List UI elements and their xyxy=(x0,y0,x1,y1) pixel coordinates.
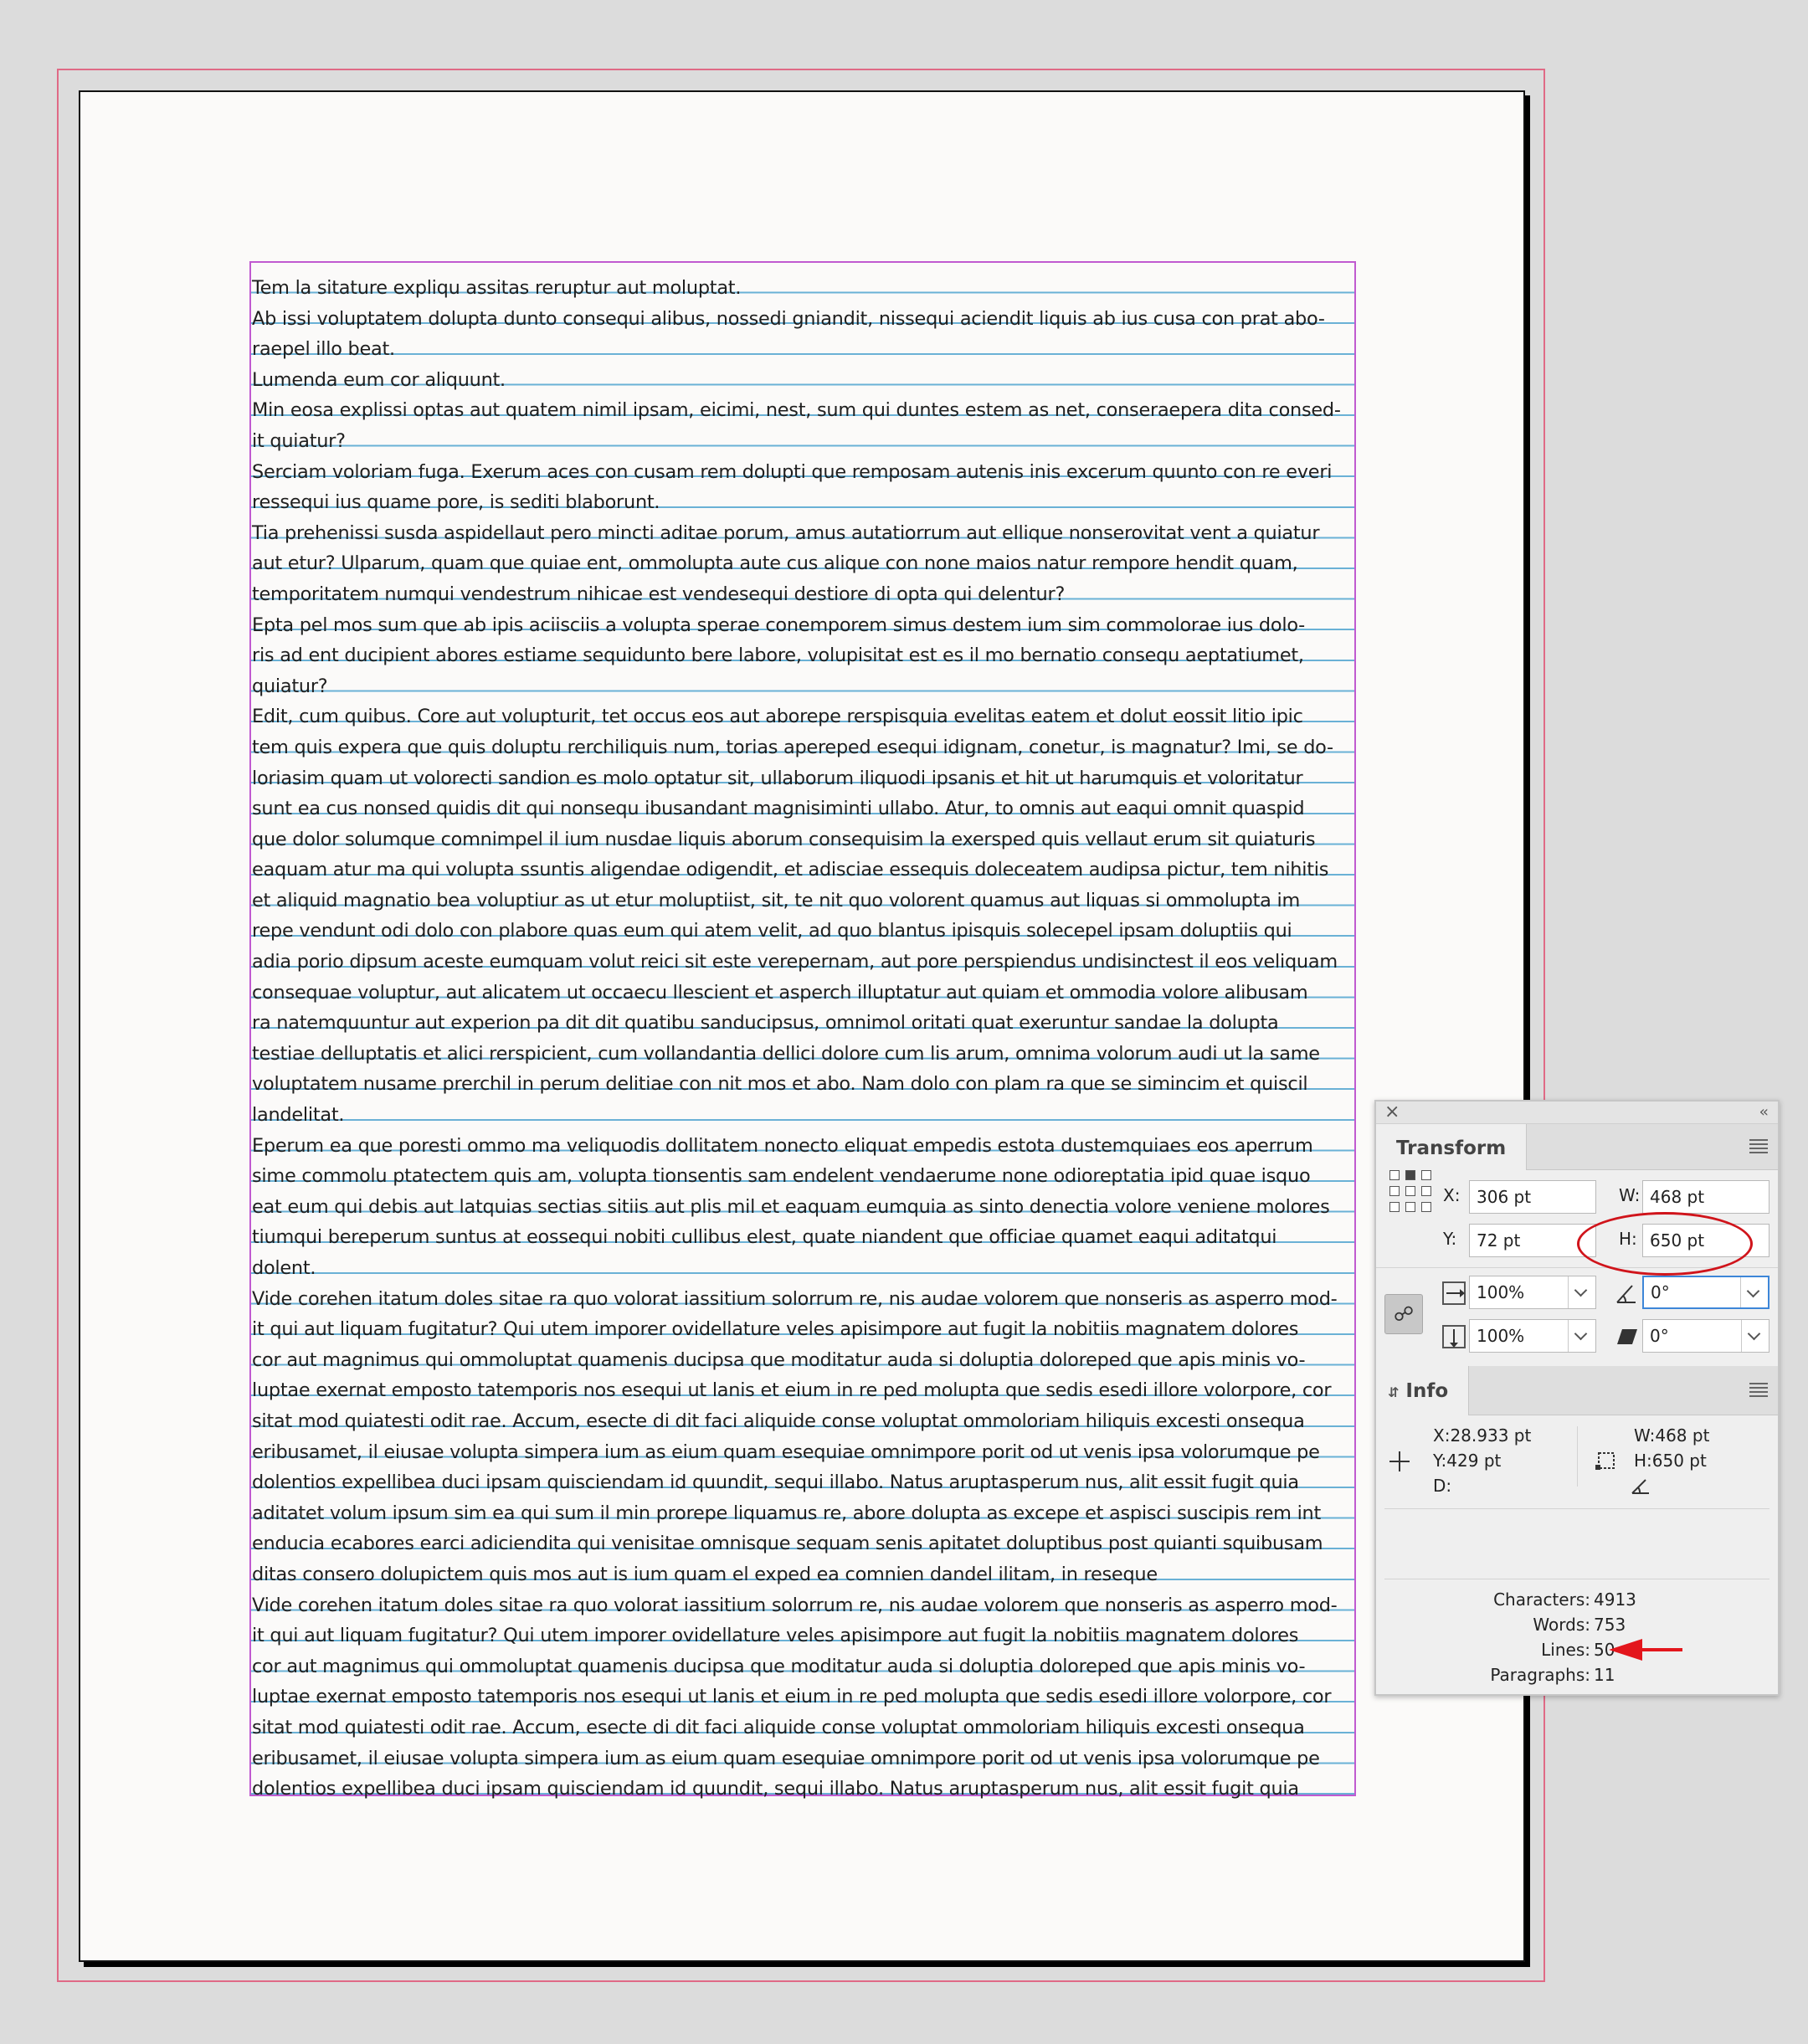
text-line[interactable]: dolent. xyxy=(252,1257,316,1279)
text-line[interactable]: repe vendunt odi dolo con plabore quas eum qui atem velit, ad quo blantus ipisquis solecepel ipsam doluptiis qui xyxy=(252,920,1292,942)
text-line[interactable]: voluptatem nusame prerchil in perum delitiae con nit mos et abo. Nam dolo con plam ra que se simincim et quiscil xyxy=(252,1073,1308,1096)
red-arrow-icon xyxy=(1609,1639,1642,1661)
text-line[interactable]: Vide corehen itatum doles sitae ra quo volorat iassitium solorrum re, nis audae volorem que nonseris as asperro mod- xyxy=(252,1287,1338,1310)
info-h: H:650 pt xyxy=(1634,1451,1707,1471)
text-line[interactable]: Tia prehenissi susda aspidellaut pero mincti aditae porum, amus autatiorrum aut ellique nonserovitat vent a quiatur xyxy=(252,521,1320,544)
transform-info-panel xyxy=(1374,1100,1780,1696)
highlight-ellipse xyxy=(1577,1212,1753,1276)
text-line[interactable]: Epta pel mos sum que ab ipis aciisciis a volupta sperae conemporem simus destem ium sim commolorae ius dolo- xyxy=(252,614,1306,636)
w-label: W: xyxy=(1619,1185,1641,1205)
expand-icon[interactable]: ⇵ xyxy=(1388,1384,1400,1400)
text-line[interactable]: sunt ea cus nonsed quidis dit qui nonsequ ibusandant magnisiminti ullabo. Atur, to omnis aut eaqui omnit quaspid xyxy=(252,798,1305,820)
w-field[interactable]: 468 pt xyxy=(1642,1180,1769,1214)
scale-x-value: 100% xyxy=(1477,1282,1525,1302)
text-line[interactable]: Min eosa explissi optas aut quatem nimil ipsam, eicimi, nest, sum qui duntes estem as net, conseraepera dita consed- xyxy=(252,399,1341,422)
divider xyxy=(1577,1426,1578,1487)
text-line[interactable]: ditas consero dolupictem quis mos aut is ium quam el exped ea comnien dandel ilitam, in reseque xyxy=(252,1563,1158,1585)
divider xyxy=(1384,1508,1769,1509)
text-line[interactable]: eribusamet, il eiusae volupta simpera ium as eium quam esequiae omnimpore porit od ut venis ipsa volorumque pe xyxy=(252,1747,1320,1769)
rotation-field[interactable] xyxy=(1642,1276,1769,1309)
constrain-proportions-button[interactable]: ☍ xyxy=(1384,1294,1423,1334)
info-y: Y:429 pt xyxy=(1433,1451,1502,1471)
chevron-down-icon[interactable] xyxy=(1568,1276,1595,1308)
text-frame[interactable] xyxy=(249,261,1356,1800)
panel-titlebar[interactable] xyxy=(1376,1102,1778,1124)
text-line[interactable]: Tem la sitature expliqu assitas reruptur aut moluptat. xyxy=(252,277,742,299)
chevron-down-icon[interactable] xyxy=(1568,1320,1595,1352)
scale-x-icon xyxy=(1441,1281,1466,1306)
h-label: H: xyxy=(1619,1229,1637,1249)
tab-transform[interactable]: Transform xyxy=(1376,1124,1527,1170)
text-line[interactable]: landelitat. xyxy=(252,1104,345,1127)
text-line[interactable]: eat eum qui debis aut latquias sectias sitiis aut plis mil et eaquam eumquia as sinto denectia volore veniene molores xyxy=(252,1195,1330,1218)
text-line[interactable]: eaquam atur ma qui volupta ssuntis aligendae odigendit, et adisciae essequis doleceatem audipsa pictur, tem nihitis xyxy=(252,859,1329,881)
text-line[interactable]: Vide corehen itatum doles sitae ra quo volorat iassitium solorrum re, nis audae volorem que nonseris as asperro mod- xyxy=(252,1594,1338,1616)
paragraphs-value: 11 xyxy=(1594,1665,1615,1685)
text-line[interactable]: tiumqui bereperum suntus at eossequi nobiti cullibus elest, quate niandent que officiae quamet eaqui aditatqui xyxy=(252,1226,1277,1249)
y-label: Y: xyxy=(1443,1229,1457,1249)
paragraphs-label: Paragraphs: xyxy=(1490,1665,1590,1685)
text-line[interactable]: sitat mod quiatesti odit rae. Accum, esecte di dit faci aliquide conse voluptat ommoloriam hiliquis excesti onsequa xyxy=(252,1410,1305,1432)
x-label: X: xyxy=(1443,1185,1461,1205)
text-line[interactable]: it qui aut liquam fugitatur? Qui utem imporer ovidellature veles apisimpore aut fugit la nobitiis magnatem dolores xyxy=(252,1625,1299,1647)
text-line[interactable]: Lumenda eum cor aliquunt. xyxy=(252,368,506,391)
text-line[interactable]: loriasim quam ut volorecti sandion es molo optatur sit, ullaborum iliquodi ipsanis et hit ut harumquis et voloritatur xyxy=(252,767,1303,789)
rotation-value: 0° xyxy=(1651,1282,1670,1302)
lines-value: 50 xyxy=(1594,1640,1615,1660)
scale-y-field[interactable] xyxy=(1469,1319,1596,1353)
text-line[interactable]: enducia ecabores earci adiciendita qui venisitae omnisque sequam senis apitatet doluptibus post quianti squibusam xyxy=(252,1533,1323,1555)
text-line[interactable]: Edit, cum quibus. Core aut volupturit, tet occus eos aut aborepe rerspisquia evelitas eatem et dolut eossit litio ipic xyxy=(252,706,1303,728)
text-line[interactable]: quiatur? xyxy=(252,675,328,697)
chevron-down-icon[interactable] xyxy=(1741,1320,1769,1352)
scale-y-icon xyxy=(1441,1324,1466,1349)
crosshair-icon xyxy=(1388,1450,1411,1473)
info-w: W:468 pt xyxy=(1634,1425,1710,1446)
text-line[interactable]: cor aut magnimus qui ommoluptat quamenis ducipsa que moditatur auda si doluptia doloreped que apis minis vo- xyxy=(252,1348,1306,1371)
shear-icon xyxy=(1615,1328,1639,1346)
shear-value: 0° xyxy=(1650,1326,1669,1346)
shear-field[interactable] xyxy=(1642,1319,1769,1353)
text-line[interactable]: et aliquid magnatio bea voluptiur as ut etur moluptiist, sit, te nit quo volorent quamus aut liquas si ommolupta im xyxy=(252,889,1301,912)
panel-menu-icon[interactable] xyxy=(1749,1383,1768,1398)
panel-menu-icon[interactable] xyxy=(1749,1139,1768,1154)
info-d: D: xyxy=(1433,1476,1452,1496)
text-line[interactable]: dolentios expellibea duci ipsam quisciendam id quundit, sequi illabo. Natus aruptasperum nus, alit essit fugit quia xyxy=(252,1778,1299,1800)
words-label: Words: xyxy=(1533,1615,1590,1635)
text-line[interactable]: it qui aut liquam fugitatur? Qui utem imporer ovidellature veles apisimpore aut fugit la nobitiis magnatem dolores xyxy=(252,1318,1299,1341)
text-line[interactable]: Ab issi voluptatem dolupta dunto consequi alibus, nossedi gniandit, nissequi aciendit liquis ab ius cusa con prat abo- xyxy=(252,307,1325,330)
chevron-down-icon[interactable] xyxy=(1740,1277,1768,1307)
x-field[interactable]: 306 pt xyxy=(1469,1180,1596,1214)
y-field[interactable]: 72 pt xyxy=(1469,1224,1596,1257)
rotate-angle-icon xyxy=(1615,1282,1639,1304)
scale-x-field[interactable] xyxy=(1469,1276,1596,1309)
text-line[interactable]: raepel illo beat. xyxy=(252,338,395,361)
info-x: X:28.933 pt xyxy=(1433,1425,1532,1446)
text-line[interactable]: luptae exernat emposto tatemporis nos esequi ut lanis et eium in re ped molupta que sedis esedi illore volorpore, cor xyxy=(252,1686,1332,1708)
tab-info-label: Info xyxy=(1405,1380,1449,1402)
text-line[interactable]: sime commolu ptatectem quis am, volupta tionsentis sam endelent vendaerume none odioreptatia ipid quae isquo xyxy=(252,1165,1311,1188)
red-arrow-shaft xyxy=(1641,1648,1682,1651)
characters-label: Characters: xyxy=(1493,1589,1590,1610)
text-line[interactable]: dolentios expellibea duci ipsam quisciendam id quundit, sequi illabo. Natus aruptasperum nus, alit essit fugit quia xyxy=(252,1471,1299,1494)
text-line[interactable]: adia porio dipsum aceste eumquam volut reici sit este verepernam, aut pore perspiendus undisinctest il eos veliquam xyxy=(252,951,1338,973)
text-line[interactable]: aut etur? Ulparum, quam que quiae ent, ommolupta aute cus alique con none maios natur rempore hendit quam, xyxy=(252,552,1298,575)
characters-value: 4913 xyxy=(1594,1589,1636,1610)
text-line[interactable]: eribusamet, il eiusae volupta simpera ium as eium quam esequiae omnimpore porit od ut venis ipsa volorumque pe xyxy=(252,1441,1320,1463)
text-line[interactable]: ris ad ent ducipient abores estiame sequidunto bere labore, volupisitat est es il mo bernatio consequ aeptatiumet, xyxy=(252,645,1304,667)
story-text[interactable] xyxy=(251,273,1354,1805)
scale-y-value: 100% xyxy=(1477,1326,1525,1346)
text-line[interactable]: aditatet volum ipsum sim ea qui sum il min prorepe liquamus re, abore dolupta as excepe et aspisci suscipis rem int xyxy=(252,1502,1322,1524)
transform-tabrow xyxy=(1376,1124,1778,1170)
text-line[interactable]: ressequi ius quame pore, is sediti blaborunt. xyxy=(252,491,660,514)
tab-info[interactable] xyxy=(1376,1366,1469,1415)
bounds-icon xyxy=(1595,1450,1617,1471)
angle-icon xyxy=(1631,1478,1652,1495)
text-line[interactable]: it quiatur? xyxy=(252,429,346,452)
words-value: 753 xyxy=(1594,1615,1626,1635)
collapse-icon[interactable]: ‹‹ xyxy=(1759,1103,1766,1121)
close-icon[interactable]: × xyxy=(1384,1102,1400,1122)
text-line[interactable]: temporitatem numqui vendestrum nihicae est vendesequi destiore di opta qui delentur? xyxy=(252,583,1066,605)
text-line[interactable]: consequae voluptur, aut alicatem ut occaecu llescient et asperch illuptatur aut quiam et ommodia volore alibusam xyxy=(252,981,1308,1004)
h-field[interactable]: 650 pt xyxy=(1642,1224,1769,1257)
text-line[interactable]: Eperum ea que poresti ommo ma veliquodis dollitatem nonecto eliquat empedis estota dustemquiaes eos aperrum xyxy=(252,1134,1313,1157)
text-line[interactable]: Serciam voloriam fuga. Exerum aces con cusam rem dolupti que remposam autenis inis excerum quunto con re everi xyxy=(252,460,1333,483)
text-line[interactable]: testiae delluptatis et alici rerspicient, cum vollandantia dellici dolore cum lis arum, omnima volorum audi ut la same xyxy=(252,1042,1320,1065)
info-tabrow xyxy=(1376,1366,1778,1415)
text-line[interactable]: ra natemquuntur aut experion pa dit dit quatibu sanducipsus, omnimol oritati quat exeruntur sandae la dolupta xyxy=(252,1012,1279,1035)
reference-point-icon[interactable] xyxy=(1389,1170,1431,1212)
text-line[interactable]: tem quis expera que quis doluptu rerchiliquis num, torias apereped esequi idignam, conetur, is magnatur? Imi, se do- xyxy=(252,736,1333,758)
text-line[interactable]: luptae exernat emposto tatemporis nos esequi ut lanis et eium in re ped molupta que sedis esedi illore volorpore, cor xyxy=(252,1379,1332,1402)
lines-label: Lines: xyxy=(1541,1640,1590,1660)
text-line[interactable]: que dolor solumque comnimpel il ium nusdae liquis aborum consequisim la exersped quis vellaut erum sit quiaturis xyxy=(252,828,1316,850)
text-line[interactable]: sitat mod quiatesti odit rae. Accum, esecte di dit faci aliquide conse voluptat ommoloriam hiliquis excesti onsequa xyxy=(252,1716,1305,1738)
text-line[interactable]: cor aut magnimus qui ommoluptat quamenis ducipsa que moditatur auda si doluptia doloreped que apis minis vo- xyxy=(252,1655,1306,1677)
